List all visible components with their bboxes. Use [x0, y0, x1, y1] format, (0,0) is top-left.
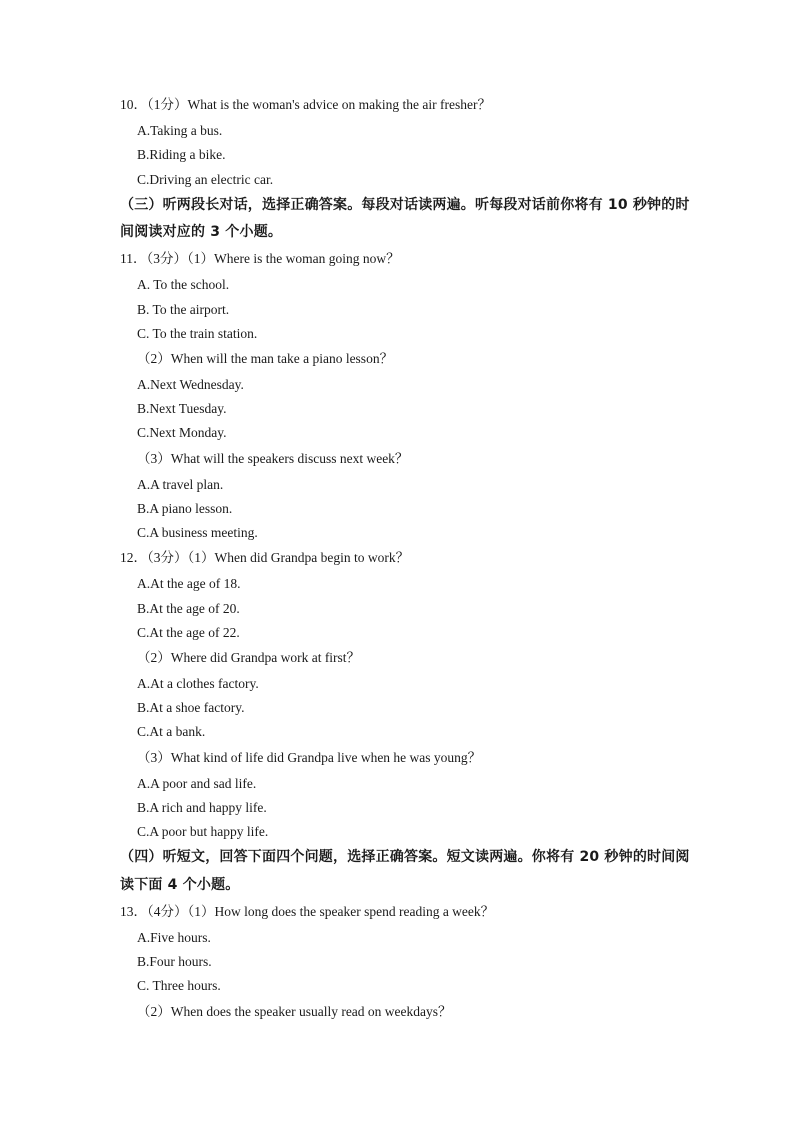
section-4-heading-line-1: （四）听短文，回答下面四个问题，选择正确答案。短文读两遍。你将有 20 秒钟的时间阅	[120, 849, 690, 865]
q11-3-option-b: B.A piano lesson.	[137, 501, 233, 516]
q12-3-option-c: C.A poor but happy life.	[137, 824, 269, 839]
question-13-stem: 13．（4分）（1）How long does the speaker spend reading a week？	[120, 904, 495, 919]
q11-1-option-a: A. To the school.	[137, 277, 230, 292]
question-11-part-2: （2）When will the man take a piano lesson？	[137, 351, 394, 366]
question-11-part-3: （3）What will the speakers discuss next week？	[137, 451, 409, 466]
q13-1-option-a: A.Five hours.	[137, 930, 211, 945]
question-10-stem: 10．（1分）What is the woman's advice on making the air fresher？	[120, 97, 491, 112]
q12-1-option-c: C.At the age of 22.	[137, 625, 240, 640]
q10-option-b: B.Riding a bike.	[137, 147, 226, 162]
q10-option-a: A.Taking a bus.	[137, 123, 223, 138]
question-12-part-3: （3）What kind of life did Grandpa live when he was young？	[137, 750, 482, 765]
q11-2-option-b: B.Next Tuesday.	[137, 401, 227, 416]
q11-1-option-b: B. To the airport.	[137, 302, 230, 317]
q12-1-option-a: A.At the age of 18.	[137, 576, 241, 591]
question-13-part-2: （2）When does the speaker usually read on weekdays？	[137, 1004, 452, 1019]
q10-option-c: C.Driving an electric car.	[137, 172, 274, 187]
q12-3-option-a: A.A poor and sad life.	[137, 776, 257, 791]
q13-1-option-b: B.Four hours.	[137, 954, 212, 969]
section-4-heading-line-2: 读下面 4 个小题。	[120, 877, 240, 893]
question-12-stem: 12．（3分）（1）When did Grandpa begin to work？	[120, 550, 410, 565]
q11-1-option-c: C. To the train station.	[137, 326, 258, 341]
q12-2-option-c: C.At a bank.	[137, 724, 206, 739]
q13-1-option-c: C. Three hours.	[137, 978, 221, 993]
section-3-heading-line-1: （三）听两段长对话，选择正确答案。每段对话读两遍。听每段对话前你将有 10 秒钟的时	[120, 197, 690, 213]
q12-3-option-b: B.A rich and happy life.	[137, 800, 267, 815]
q12-1-option-b: B.At the age of 20.	[137, 601, 240, 616]
q12-2-option-a: A.At a clothes factory.	[137, 676, 259, 691]
q11-2-option-c: C.Next Monday.	[137, 425, 227, 440]
q12-2-option-b: B.At a shoe factory.	[137, 700, 245, 715]
q11-3-option-c: C.A business meeting.	[137, 525, 258, 540]
section-3-heading-line-2: 间阅读对应的 3 个小题。	[120, 224, 283, 240]
question-11-stem: 11．（3分）（1）Where is the woman going now？	[120, 251, 400, 266]
question-12-part-2: （2）Where did Grandpa work at first？	[137, 650, 361, 665]
q11-2-option-a: A.Next Wednesday.	[137, 377, 244, 392]
q11-3-option-a: A.A travel plan.	[137, 477, 224, 492]
